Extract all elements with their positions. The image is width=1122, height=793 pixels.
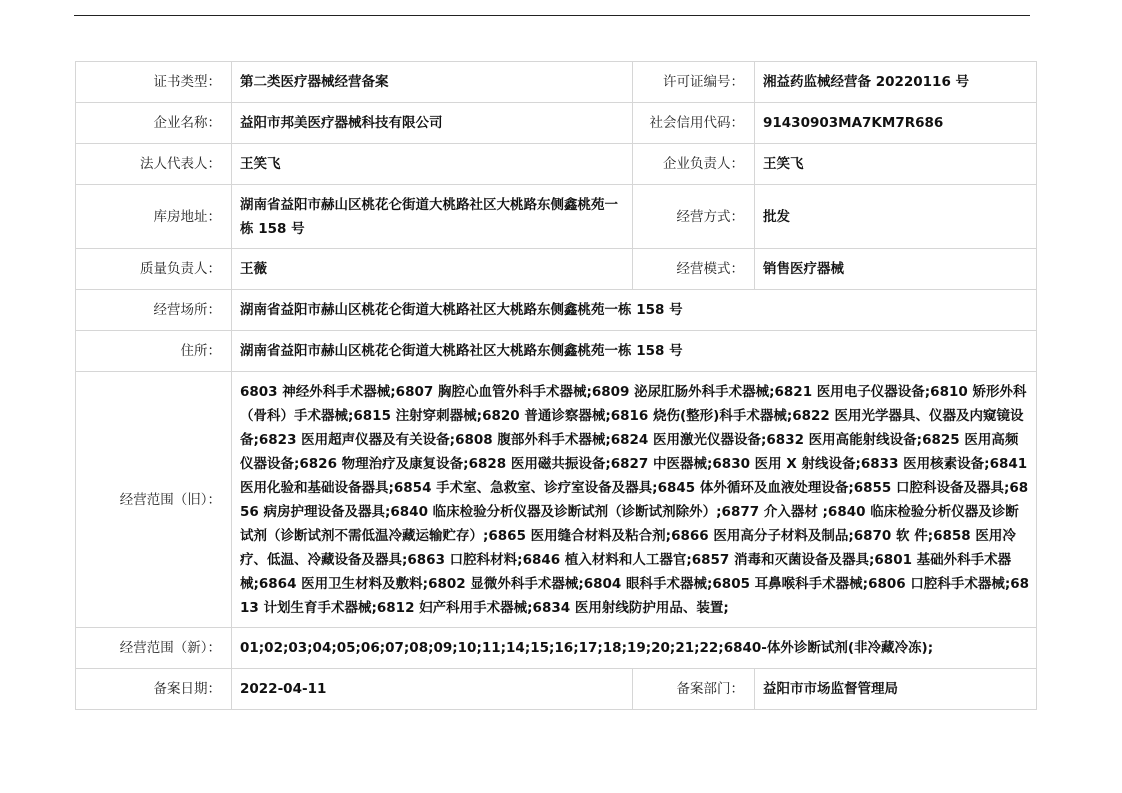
table-row	[76, 290, 1037, 331]
company-head-label: 企业负责人：	[633, 144, 755, 185]
scope-old-label: 经营范围（旧）：	[76, 372, 232, 628]
scope-new-label: 经营范围（新）：	[76, 628, 232, 669]
table-row	[76, 185, 1037, 249]
license-no-label: 许可证编号：	[633, 62, 755, 103]
quality-head-label: 质量负责人：	[76, 249, 232, 290]
warehouse-address-label: 库房地址：	[76, 185, 232, 249]
filing-dept-value: 益阳市市场监督管理局	[755, 669, 1037, 710]
filing-record-table	[75, 61, 1037, 710]
top-rule	[74, 15, 1030, 16]
legal-rep-label: 法人代表人：	[76, 144, 232, 185]
cert-type-value: 第二类医疗器械经营备案	[232, 62, 633, 103]
business-mode-label: 经营方式：	[633, 185, 755, 249]
premises-value: 湖南省益阳市赫山区桃花仑街道大桃路社区大桃路东侧鑫桃苑一栋 158 号	[232, 290, 1037, 331]
credit-code-label: 社会信用代码：	[633, 103, 755, 144]
table-row	[76, 628, 1037, 669]
table-row	[76, 62, 1037, 103]
company-name-label: 企业名称：	[76, 103, 232, 144]
table-row	[76, 249, 1037, 290]
business-mode-value: 批发	[755, 185, 1037, 249]
company-name-value: 益阳市邦美医疗器械科技有限公司	[232, 103, 633, 144]
filing-date-value: 2022-04-11	[232, 669, 633, 710]
warehouse-address-value: 湖南省益阳市赫山区桃花仑街道大桃路社区大桃路东侧鑫桃苑一栋 158 号	[232, 185, 633, 249]
table-row	[76, 331, 1037, 372]
scope-old-value: 6803 神经外科手术器械;6807 胸腔心血管外科手术器械;6809 泌尿肛肠外科手术器械;6821 医用电子仪器设备;6810 矫形外科（骨科）手术器械;6815 注射穿刺器械;6820 普通诊察器械;6816 烧伤(整形)科手术器械;6822 医用光学器具、仪器及内窥镜设备;6823 医用超声仪器及有关设备;6808 腹部外科手术器械;6824 医用激光仪器设备;6832 医用高能射线设备;6825 医用高频仪器设备;6826 物理治疗及康复设备;6828 医用磁共振设备;6827 中医器械;6830 医用 X 射线设备;6833 医用核素设备;6841 医用化验和基础设备器具;6854 手术室、急救室、诊疗室设备及器具;6845 体外循环及血液处理设备;6855 口腔科设备及器具;6856 病房护理设备及器具;6840 临床检验分析仪器及诊断试剂（诊断试剂除外）;6877 介入器材 ;6840 临床检验分析仪器及诊断试剂（诊断试剂不需低温冷藏运输贮存）;6865 医用缝合材料及粘合剂;6866 医用高分子材料及制品;6870 软 件;6858 医用冷疗、低温、冷藏设备及器具;6863 口腔科材料;6846 植入材料和人工器官;6857 消毒和灭菌设备及器具;6801 基础外科手术器械;6864 医用卫生材料及敷料;6802 显微外科手术器械;6804 眼科手术器械;6805 耳鼻喉科手术器械;6806 口腔科手术器械;6813 计划生育手术器械;6812 妇产科用手术器械;6834 医用射线防护用品、装置;	[232, 372, 1037, 628]
filing-date-label: 备案日期：	[76, 669, 232, 710]
company-head-value: 王笑飞	[755, 144, 1037, 185]
cert-type-label: 证书类型：	[76, 62, 232, 103]
business-model-label: 经营模式：	[633, 249, 755, 290]
table-row	[76, 103, 1037, 144]
scope-new-value: 01;02;03;04;05;06;07;08;09;10;11;14;15;16;17;18;19;20;21;22;6840-体外诊断试剂(非冷藏冷冻);	[232, 628, 1037, 669]
license-no-value: 湘益药监械经营备 20220116 号	[755, 62, 1037, 103]
table-row	[76, 144, 1037, 185]
premises-label: 经营场所：	[76, 290, 232, 331]
filing-dept-label: 备案部门：	[633, 669, 755, 710]
credit-code-value: 91430903MA7KM7R686	[755, 103, 1037, 144]
legal-rep-value: 王笑飞	[232, 144, 633, 185]
residence-value: 湖南省益阳市赫山区桃花仑街道大桃路社区大桃路东侧鑫桃苑一栋 158 号	[232, 331, 1037, 372]
quality-head-value: 王薇	[232, 249, 633, 290]
table-row	[76, 669, 1037, 710]
table-row	[76, 372, 1037, 628]
residence-label: 住所：	[76, 331, 232, 372]
business-model-value: 销售医疗器械	[755, 249, 1037, 290]
